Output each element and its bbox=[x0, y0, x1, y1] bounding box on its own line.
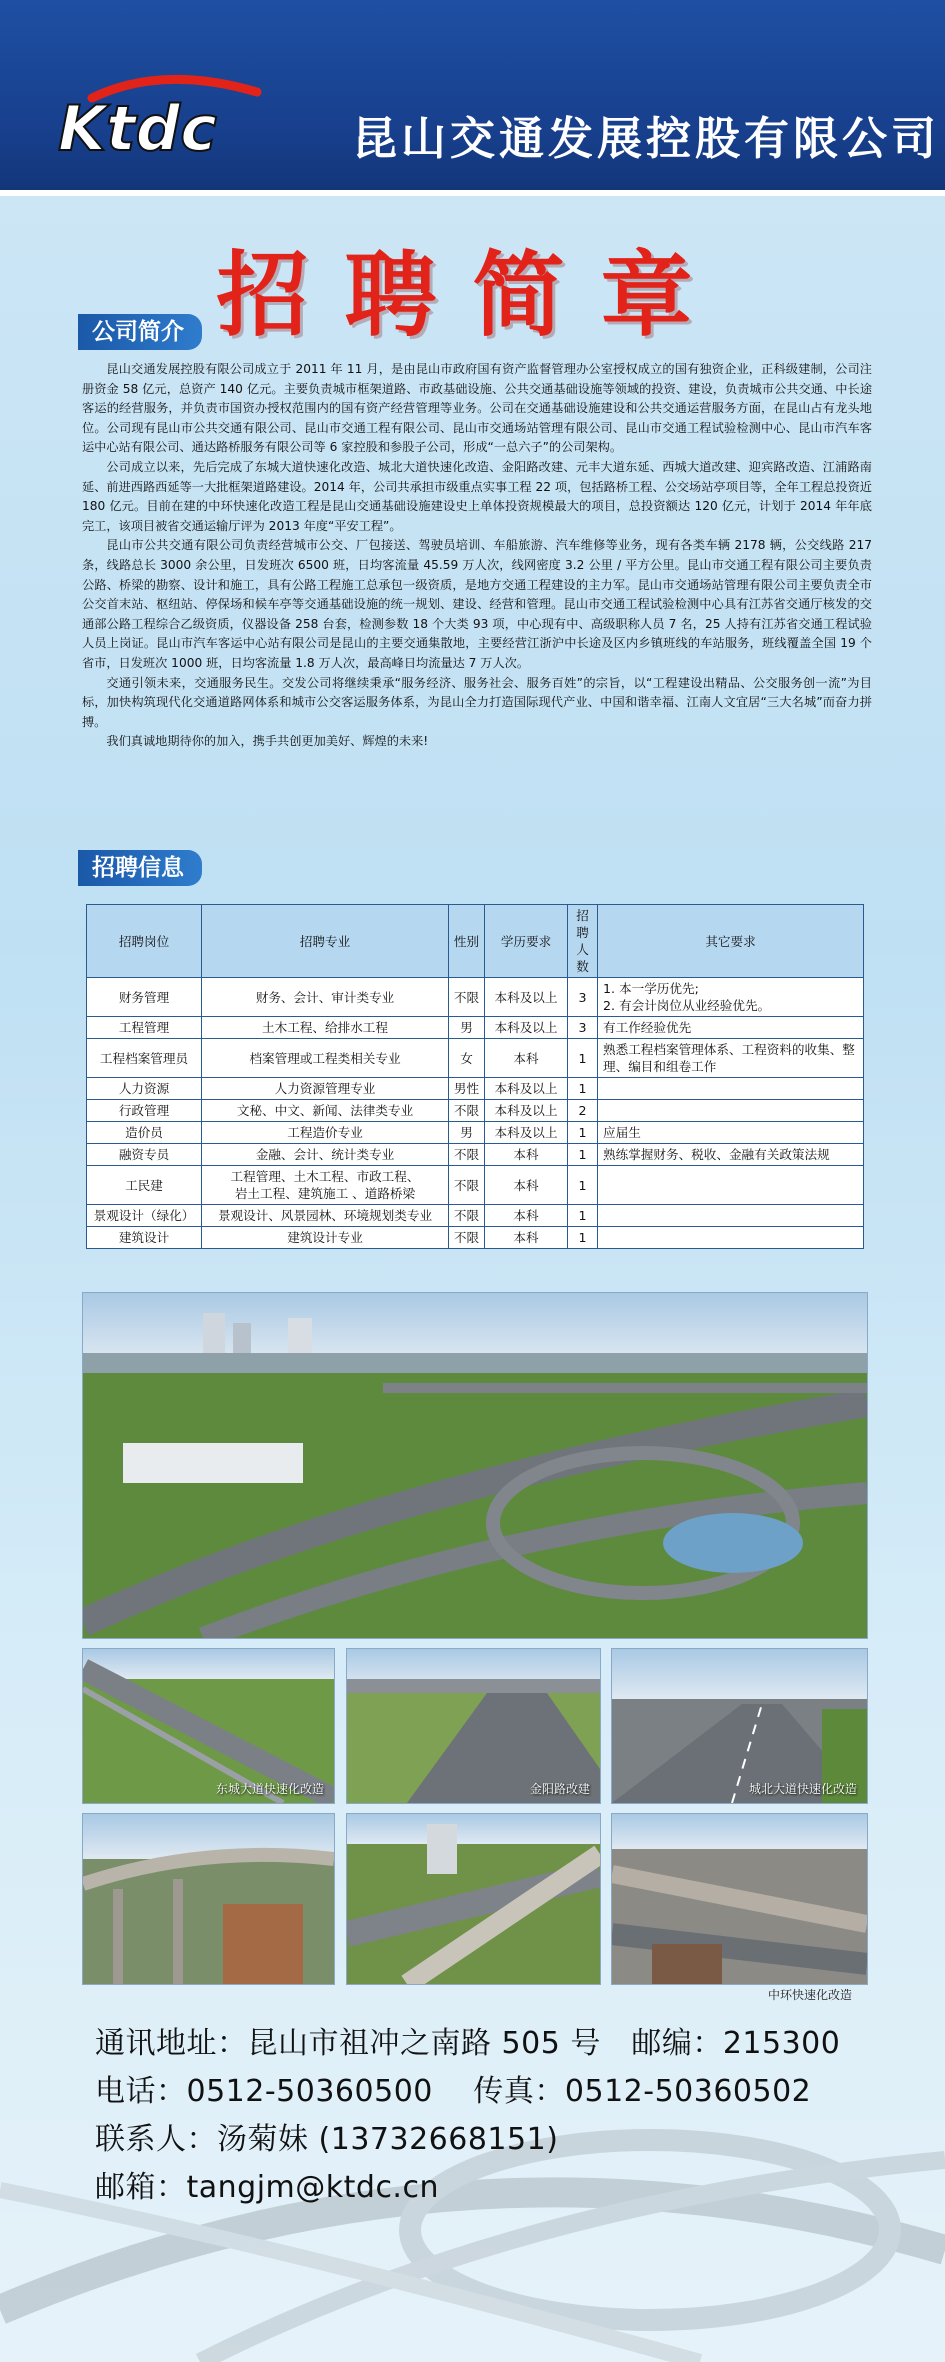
table-cell-position: 财务管理 bbox=[87, 978, 202, 1017]
intro-paragraph: 交通引领未来，交通服务民生。交发公司将继续秉承“服务经济、服务社会、服务百姓”的宗旨，以“工程建设出精品、公交服务创一流”为目标，加快构筑现代化交通道路网体系和城市公交客运服务体系，为昆山全力打造国际现代产业、中国和谐幸福、江南人文宜居“三大名城”而奋力拼搏。 bbox=[82, 675, 872, 729]
table-cell-gender: 不限 bbox=[449, 1144, 485, 1166]
table-cell-count: 3 bbox=[568, 978, 598, 1017]
table-row bbox=[87, 1017, 864, 1039]
column-header: 学历要求 bbox=[485, 905, 568, 978]
table-cell-gender: 女 bbox=[449, 1039, 485, 1078]
contact-person: 联系人：汤菊妹 (13732668151) bbox=[95, 2122, 559, 2157]
photo-chengbei-avenue bbox=[611, 1648, 868, 1804]
contact-info bbox=[95, 2020, 840, 2212]
table-row bbox=[87, 1122, 864, 1144]
column-header: 其它要求 bbox=[598, 905, 864, 978]
column-header: 性别 bbox=[449, 905, 485, 978]
table-cell-other bbox=[598, 1205, 864, 1227]
table-cell-other bbox=[598, 1100, 864, 1122]
table-row bbox=[87, 1166, 864, 1205]
table-cell-education: 本科及以上 bbox=[485, 1017, 568, 1039]
svg-text:Ktdc: Ktdc bbox=[58, 92, 217, 160]
table-cell-position: 景观设计（绿化） bbox=[87, 1205, 202, 1227]
table-row bbox=[87, 1039, 864, 1078]
intro-paragraph: 昆山市公共交通有限公司负责经营城市公交、厂包接送、驾驶员培训、车船旅游、汽车维修等业务，现有各类车辆 2178 辆，公交线路 217 条，线路总长 3000 余公里，日发班次 6500 班，日均客流量 45.59 万人次，线网密度 3.2 公里 / 平方公里。昆山市交通工程有限公司主要负责公路、桥梁的勘察、设计和施工，具有公路工程施工总承包一级资质，是地方交通工程建设的主力军。昆山市交通场站管理有限公司主要负责全市公交首末站、枢纽站、停保场和候车亭等交通基础设施的统一规划、建设、经营和管理。昆山市交通工程试验检测中心具有江苏省交通厅核发的交通部公路工程综合乙级资质，仪器设备 258 台套，检测参数 18 个大类 93 项，中心现有中、高级职称人员 7 名，25 人持有江苏省交通工程试验人员上岗证。昆山市汽车客运中心站有限公司是昆山的主要交通集散地，主要经营江浙沪中长途及区内乡镇班线的车站服务，班线覆盖全国 19 个省市，日发班次 1000 班，日均客流量 1.8 万人次，最高峰日均流量达 7 万人次。 bbox=[82, 538, 872, 670]
table-cell-major: 工程管理、土木工程、市政工程、 岩土工程、建筑施工 、道路桥梁 bbox=[202, 1166, 449, 1205]
table-cell-position: 工程管理 bbox=[87, 1017, 202, 1039]
table-body bbox=[87, 978, 864, 1249]
table-cell-count: 1 bbox=[568, 1166, 598, 1205]
photo-middle-ring bbox=[611, 1813, 868, 1985]
header-banner bbox=[0, 0, 945, 196]
table-cell-count: 1 bbox=[568, 1078, 598, 1100]
table-cell-education: 本科及以上 bbox=[485, 1122, 568, 1144]
table-cell-gender: 男性 bbox=[449, 1078, 485, 1100]
table-cell-other: 应届生 bbox=[598, 1122, 864, 1144]
table-cell-education: 本科 bbox=[485, 1039, 568, 1078]
table-cell-position: 行政管理 bbox=[87, 1100, 202, 1122]
table-cell-count: 1 bbox=[568, 1122, 598, 1144]
table-cell-position: 造价员 bbox=[87, 1122, 202, 1144]
contact-phone-fax: 电话：0512-50360500 传真：0512-50360502 bbox=[95, 2074, 812, 2109]
table-cell-position: 工程档案管理员 bbox=[87, 1039, 202, 1078]
table-cell-major: 人力资源管理专业 bbox=[202, 1078, 449, 1100]
table-cell-position: 融资专员 bbox=[87, 1144, 202, 1166]
column-header: 招聘岗位 bbox=[87, 905, 202, 978]
table-cell-gender: 不限 bbox=[449, 1227, 485, 1249]
section-heading-intro: 公司简介 bbox=[78, 314, 202, 350]
table-cell-other: 有工作经验优先 bbox=[598, 1017, 864, 1039]
photo-caption: 城北大道快速化改造 bbox=[748, 1782, 857, 1796]
table-cell-education: 本科 bbox=[485, 1144, 568, 1166]
photo-interchange-aerial bbox=[82, 1292, 868, 1639]
table-cell-count: 1 bbox=[568, 1144, 598, 1166]
intro-paragraph: 我们真诚地期待你的加入，携手共创更加美好、辉煌的未来! bbox=[106, 734, 429, 749]
company-name: 昆山交通发展控股有限公司 bbox=[352, 112, 941, 165]
table-cell-gender: 不限 bbox=[449, 1100, 485, 1122]
table-cell-major: 档案管理或工程类相关专业 bbox=[202, 1039, 449, 1078]
table-cell-count: 2 bbox=[568, 1100, 598, 1122]
table-cell-gender: 不限 bbox=[449, 1205, 485, 1227]
table-cell-major: 建筑设计专业 bbox=[202, 1227, 449, 1249]
photo-caption: 金阳路改建 bbox=[529, 1782, 590, 1796]
table-row bbox=[87, 1100, 864, 1122]
contact-address: 通讯地址：昆山市祖冲之南路 505 号 邮编：215300 bbox=[95, 2026, 841, 2061]
table-cell-other: 熟练掌握财务、税收、金融有关政策法规 bbox=[598, 1144, 864, 1166]
intro-text bbox=[82, 360, 872, 752]
recruitment-table bbox=[86, 904, 864, 1249]
table-cell-position: 建筑设计 bbox=[87, 1227, 202, 1249]
table-row bbox=[87, 1144, 864, 1166]
table-row bbox=[87, 978, 864, 1017]
table-cell-position: 工民建 bbox=[87, 1166, 202, 1205]
table-cell-gender: 男 bbox=[449, 1122, 485, 1144]
table-cell-gender: 不限 bbox=[449, 1166, 485, 1205]
section-heading-recruit: 招聘信息 bbox=[78, 850, 202, 886]
page-title: 招聘简章 bbox=[216, 241, 729, 349]
table-row bbox=[87, 1205, 864, 1227]
table-cell-count: 1 bbox=[568, 1227, 598, 1249]
table-cell-count: 1 bbox=[568, 1205, 598, 1227]
table-header-row bbox=[87, 905, 864, 978]
table-cell-gender: 不限 bbox=[449, 978, 485, 1017]
table-cell-major: 景观设计、风景园林、环境规划类专业 bbox=[202, 1205, 449, 1227]
intro-paragraph: 公司成立以来，先后完成了东城大道快速化改造、城北大道快速化改造、金阳路改建、元丰大道东延、西城大道改建、迎宾路改造、江浦路南延、前进西路西延等一大批框架道路建设。2014 年，公司共承担市级重点实事工程 22 项，包括路桥工程、公交场站亭项目等，全年工程总投资近 180 亿元。目前在建的中环快速化改造工程是昆山交通基础设施建设史上单体投资规模最大的项目，总投资额达 120 亿元，计划于 2014 年年底完工，该项目被省交通运输厅评为 2013 年度“平安工程”。 bbox=[82, 459, 872, 533]
photo-city-road bbox=[346, 1813, 601, 1985]
table-cell-education: 本科 bbox=[485, 1205, 568, 1227]
table-cell-major: 财务、会计、审计类专业 bbox=[202, 978, 449, 1017]
contact-email[interactable]: 邮箱：tangjm@ktdc.cn bbox=[95, 2170, 439, 2205]
table-cell-count: 1 bbox=[568, 1039, 598, 1078]
photo-caption: 东城大道快速化改造 bbox=[215, 1782, 324, 1796]
column-header: 招聘专业 bbox=[202, 905, 449, 978]
table-row bbox=[87, 1227, 864, 1249]
photo-dongcheng-avenue bbox=[82, 1648, 335, 1804]
table-cell-education: 本科 bbox=[485, 1166, 568, 1205]
table-cell-other: 1. 本一学历优先; 2. 有会计岗位从业经验优先。 bbox=[598, 978, 864, 1017]
table-cell-other bbox=[598, 1166, 864, 1205]
table-cell-education: 本科及以上 bbox=[485, 978, 568, 1017]
photo-caption: 中环快速化改造 bbox=[768, 1988, 853, 2002]
table-cell-education: 本科及以上 bbox=[485, 1100, 568, 1122]
table-row bbox=[87, 1078, 864, 1100]
table-cell-education: 本科 bbox=[485, 1227, 568, 1249]
ktdc-logo bbox=[52, 70, 272, 160]
table-cell-major: 工程造价专业 bbox=[202, 1122, 449, 1144]
table-cell-other: 熟悉工程档案管理体系、工程资料的收集、整理、编目和组卷工作 bbox=[598, 1039, 864, 1078]
column-header: 招聘人数 bbox=[568, 905, 598, 978]
intro-paragraph: 昆山交通发展控股有限公司成立于 2011 年 11 月，是由昆山市政府国有资产监督管理办公室授权成立的国有独资企业，正科级建制，公司注册资金 58 亿元，总资产 140 亿元。主要负责城市框架道路、市政基础设施、公共交通基础设施等领域的投资、建设，负责城市公共交通、中长途客运的经营服务，并负责市国资办授权范围内的国有资产经营管理等业务。公司在交通基础设施建设和公共交通运营服务方面，在昆山占有龙头地位。公司现有昆山市公共交通有限公司、昆山市交通工程有限公司、昆山市交通场站管理有限公司、昆山市交通工程试验检测中心、昆山市汽车客运中心站有限公司、通达路桥服务有限公司等 6 家控股和参股子公司，形成“一总六子”的公司架构。 bbox=[82, 362, 872, 455]
table-cell-count: 3 bbox=[568, 1017, 598, 1039]
photo-jinyang-road bbox=[346, 1648, 601, 1804]
table-cell-education: 本科及以上 bbox=[485, 1078, 568, 1100]
table-cell-major: 土木工程、给排水工程 bbox=[202, 1017, 449, 1039]
table-cell-other bbox=[598, 1227, 864, 1249]
photo-construction-bridge bbox=[82, 1813, 335, 1985]
table-cell-other bbox=[598, 1078, 864, 1100]
table-cell-position: 人力资源 bbox=[87, 1078, 202, 1100]
table-cell-major: 文秘、中文、新闻、法律类专业 bbox=[202, 1100, 449, 1122]
table-cell-major: 金融、会计、统计类专业 bbox=[202, 1144, 449, 1166]
table-cell-gender: 男 bbox=[449, 1017, 485, 1039]
